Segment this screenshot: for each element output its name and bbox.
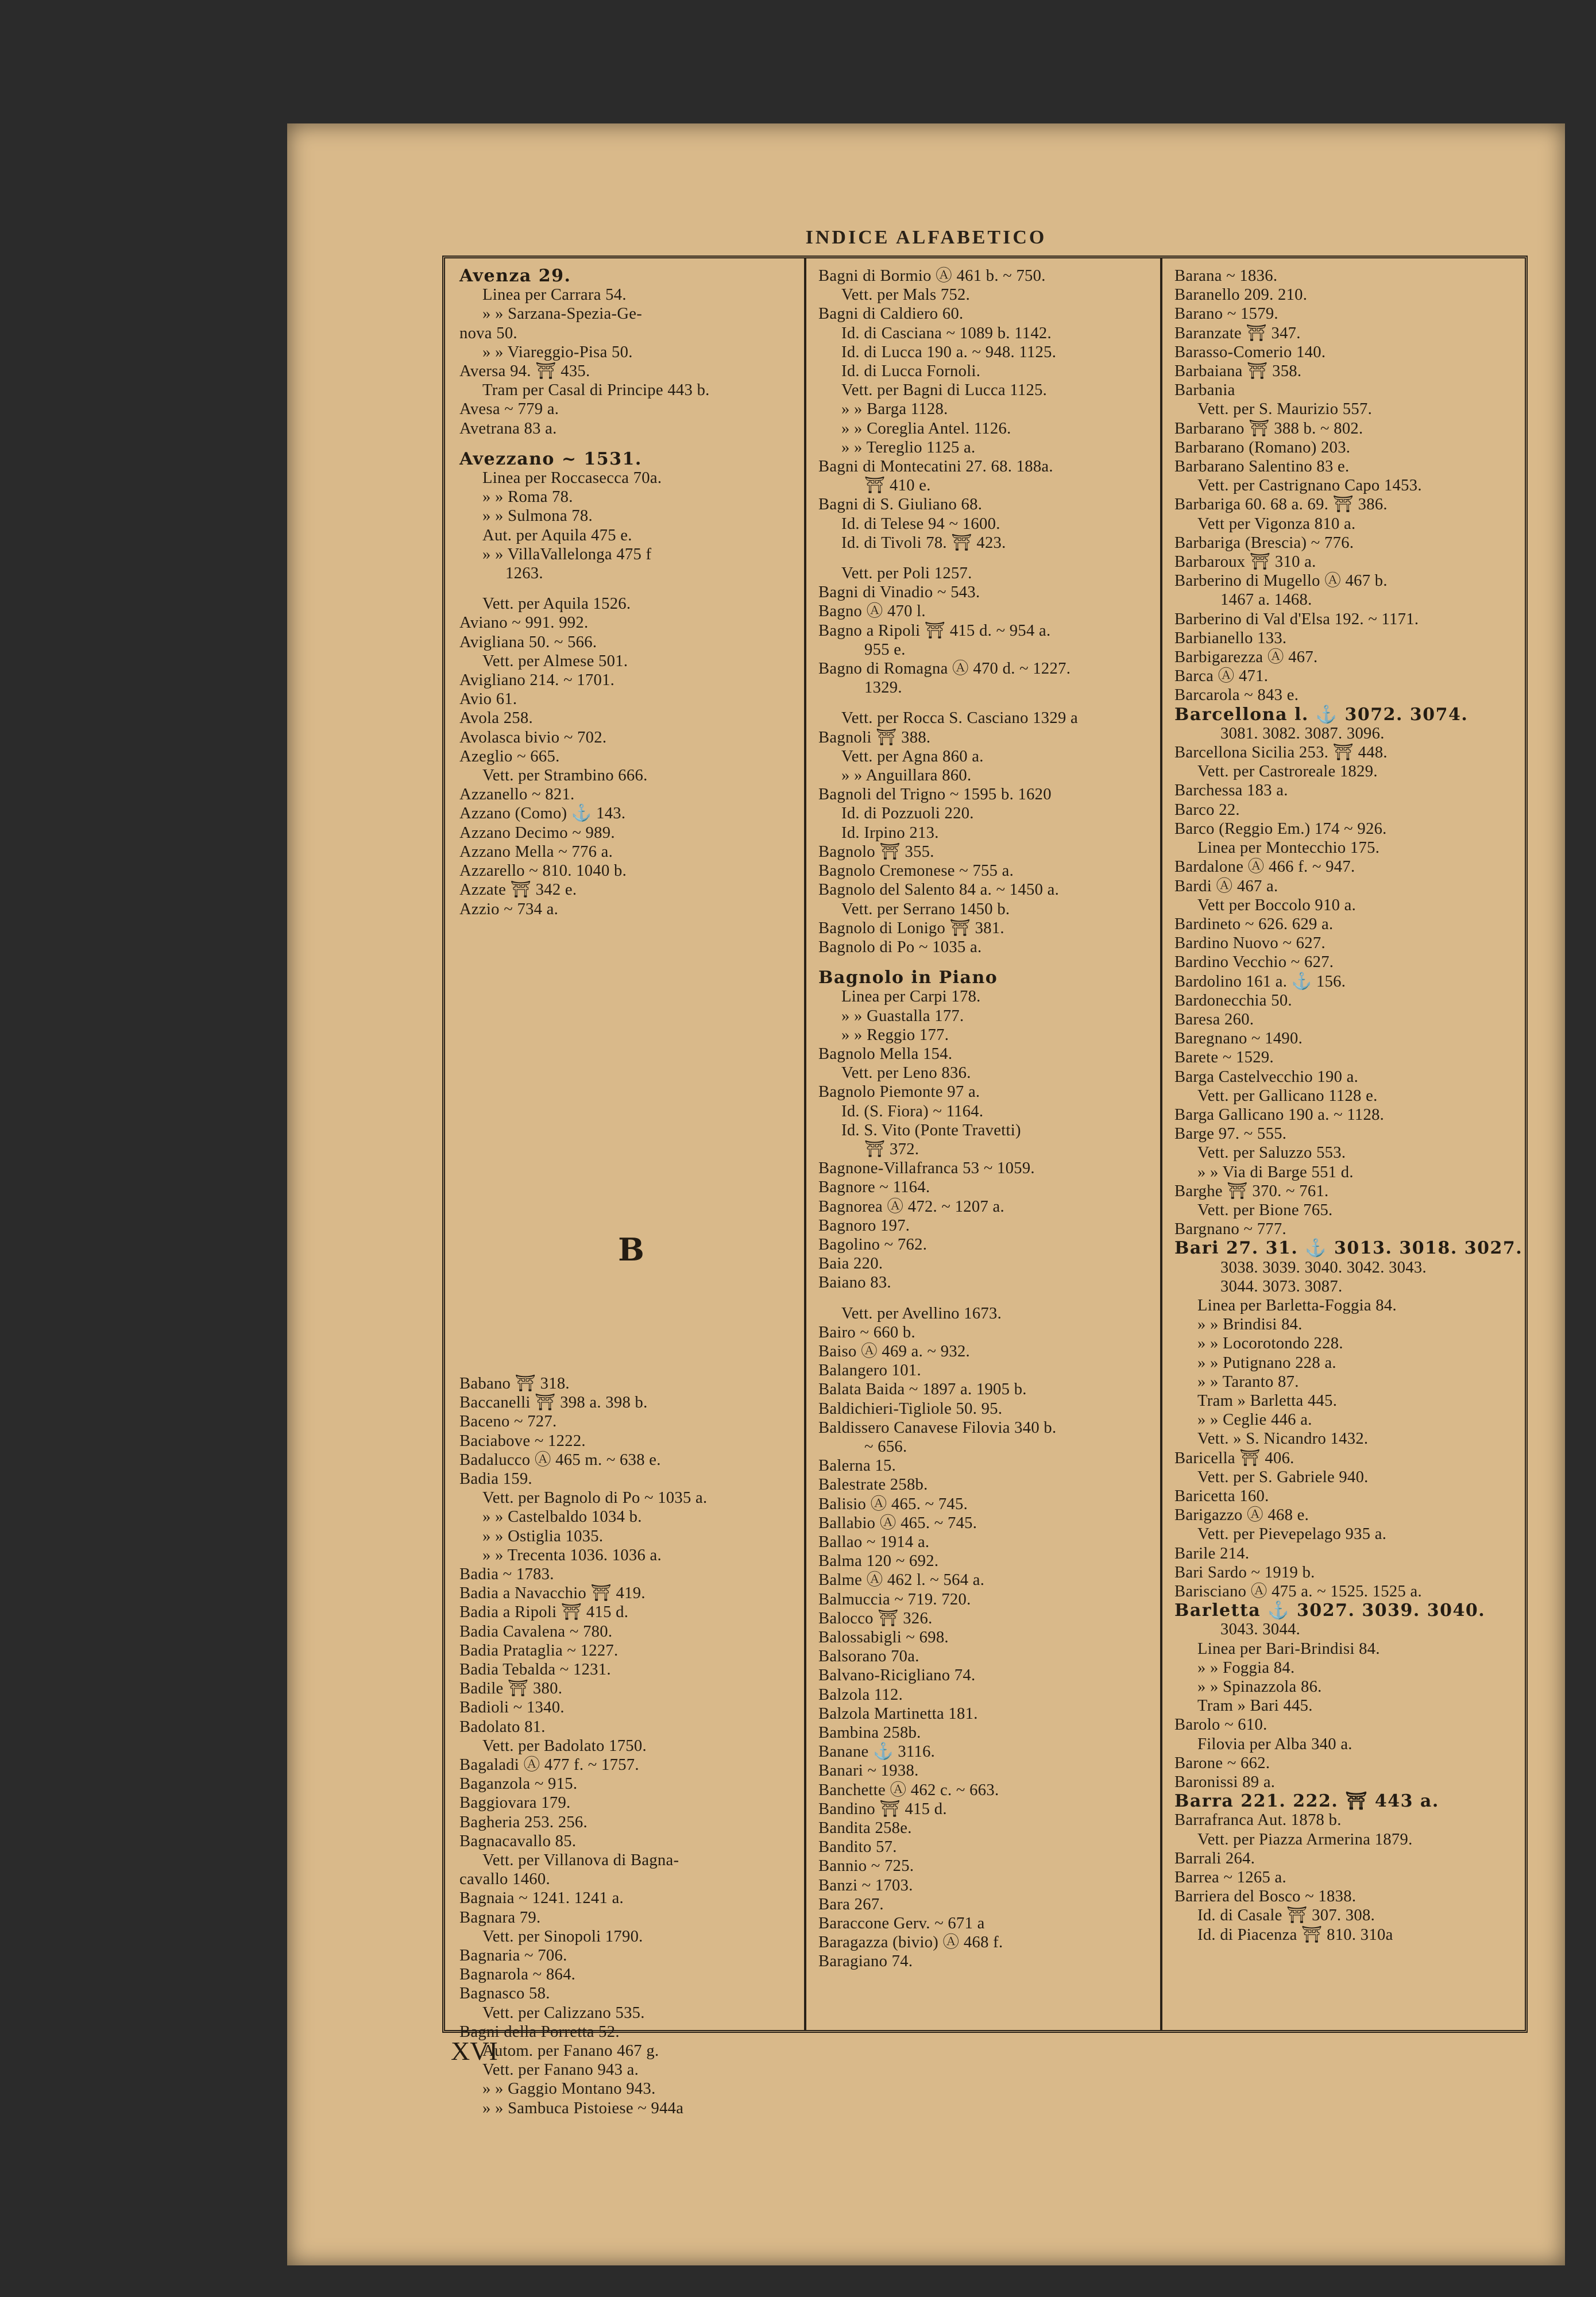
index-entry: Barete ~ 1529. (1174, 1049, 1274, 1067)
index-entry: Id. di Tivoli 78. ⛩ 423. (841, 533, 1006, 552)
index-entry: 3081. 3082. 3087. 3096. (1220, 724, 1385, 743)
index-entry: Bardi Ⓐ 467 a. (1174, 877, 1278, 895)
index-entry: Barga Gallicano 190 a. ~ 1128. (1174, 1105, 1385, 1124)
index-entry: Vett. per Sinopoli 1790. (482, 1927, 643, 1946)
index-entry: Barca Ⓐ 471. (1174, 667, 1269, 686)
index-entry: Vett. per Bagni di Lucca 1125. (841, 381, 1048, 400)
index-entry: Balma 120 ~ 692. (818, 1552, 939, 1571)
index-entry: Baccanelli ⛩ 398 a. 398 b. (459, 1394, 648, 1412)
index-entry: Vett. per Leno 836. (841, 1064, 971, 1082)
index-entry: Id. di Piacenza ⛩ 810. 310a (1197, 1925, 1393, 1944)
index-entry: Bandito 57. (818, 1838, 897, 1857)
index-entry: 3043. 3044. (1220, 1621, 1301, 1639)
index-entry: Bagnolo Cremonese ~ 755 a. (818, 862, 1014, 880)
index-entry: Barrafranca Aut. 1878 b. (1174, 1811, 1342, 1830)
index-entry: Bargnano ~ 777. (1174, 1220, 1286, 1239)
index-entry: Avigliana 50. ~ 566. (459, 633, 597, 651)
index-entry: Bardineto ~ 626. 629 a. (1174, 915, 1334, 933)
index-entry: » » Sambuca Pistoiese ~ 944a (482, 2099, 684, 2117)
index-entry: Baronissi 89 a. (1174, 1773, 1276, 1792)
index-entry: Balata Baida ~ 1897 a. 1905 b. (818, 1380, 1027, 1399)
index-entry: Id. di Telese 94 ~ 1600. (841, 515, 1000, 533)
index-entry: Baiso Ⓐ 469 a. ~ 932. (818, 1342, 971, 1360)
index-entry: Bagnaia ~ 1241. 1241 a. (459, 1889, 624, 1908)
index-entry: Badia Cavalena ~ 780. (459, 1622, 613, 1641)
column-divider (804, 258, 806, 2030)
index-entry: Vett. per Badolato 1750. (482, 1737, 647, 1755)
index-entry: Baldissero Canavese Filovia 340 b. (818, 1418, 1057, 1437)
index-entry: Baragazza (bivio) Ⓐ 468 f. (818, 1933, 1003, 1952)
index-entry: Bagaladi Ⓐ 477 f. ~ 1757. (459, 1755, 639, 1774)
index-entry: » » Foggia 84. (1197, 1658, 1295, 1677)
index-entry: Barone ~ 662. (1174, 1754, 1270, 1772)
index-entry: Barcellona Sicilia 253. ⛩ 448. (1174, 744, 1388, 762)
index-entry: Vett per Boccolo 910 a. (1197, 896, 1357, 914)
index-entry: Bagni di Montecatini 27. 68. 188a. (818, 458, 1053, 476)
index-entry: Tram per Casal di Principe 443 b. (482, 381, 710, 400)
index-entry: Bandino ⛩ 415 d. (818, 1800, 947, 1818)
index-entry: Bagnacavallo 85. (459, 1832, 577, 1850)
index-entry: Barigazzo Ⓐ 468 e. (1174, 1506, 1309, 1525)
index-entry: Barile 214. (1174, 1544, 1250, 1563)
index-entry: Linea per Montecchio 175. (1197, 839, 1380, 857)
index-entry: Barisciano Ⓐ 475 a. ~ 1525. 1525 a. (1174, 1583, 1422, 1601)
page-title: INDICE ALFABETICO (805, 227, 1047, 248)
index-entry: Azzano Mella ~ 776 a. (459, 842, 613, 861)
index-entry: Bagnoro 197. (818, 1216, 910, 1235)
index-entry: Baricetta 160. (1174, 1487, 1269, 1505)
index-entry: Vett. per Strambino 666. (482, 767, 648, 785)
index-entry: Vett. per Saluzzo 553. (1197, 1144, 1346, 1162)
index-entry: Vett. per Serrano 1450 b. (841, 900, 1010, 918)
index-entry: Badia 159. (459, 1470, 532, 1488)
index-entry: Banzi ~ 1703. (818, 1876, 913, 1894)
index-entry: Vett. per Calizzano 535. (482, 2004, 645, 2022)
index-entry: » » Trecenta 1036. 1036 a. (482, 1546, 662, 1564)
index-entry: Bagnoli del Trigno ~ 1595 b. 1620 (818, 786, 1052, 804)
index-entry: » » Via di Barge 551 d. (1197, 1163, 1354, 1181)
index-entry: Azzarello ~ 810. 1040 b. (459, 862, 627, 880)
index-entry: 3044. 3073. 3087. (1220, 1277, 1343, 1296)
index-entry: 955 e. (864, 640, 906, 659)
index-entry: » » Coreglia Antel. 1126. (841, 419, 1011, 438)
index-entry: Bagnolo ⛩ 355. (818, 842, 934, 861)
index-entry: 1329. (864, 679, 902, 697)
index-entry: Balerna 15. (818, 1457, 896, 1475)
index-entry: Baganzola ~ 915. (459, 1775, 578, 1793)
index-entry: Bagnorea Ⓐ 472. ~ 1207 a. (818, 1197, 1004, 1216)
index-entry: Bandita 258e. (818, 1819, 912, 1838)
section-letter: B (618, 1231, 646, 1268)
index-entry: Balocco ⛩ 326. (818, 1609, 933, 1627)
index-entry: Vett. per Villanova di Bagna- (482, 1851, 679, 1869)
index-entry: » » Guastalla 177. (841, 1007, 964, 1025)
index-entry: Badia Tebalda ~ 1231. (459, 1660, 611, 1679)
index-entry: » » Ostiglia 1035. (482, 1527, 604, 1545)
index-entry: Bagni della Porretta 52. (459, 2023, 620, 2041)
index-entry: Barge 97. ~ 555. (1174, 1125, 1287, 1143)
index-entry: Ballao ~ 1914 a. (818, 1533, 930, 1551)
index-entry: Bari Sardo ~ 1919 b. (1174, 1563, 1315, 1581)
index-entry: Id. Irpino 213. (841, 823, 939, 842)
index-entry: Baceno ~ 727. (459, 1413, 557, 1431)
index-entry: Balme Ⓐ 462 l. ~ 564 a. (818, 1571, 985, 1590)
index-entry: Avigliano 214. ~ 1701. (459, 671, 615, 690)
index-entry: Barberino di Mugello Ⓐ 467 b. (1174, 572, 1388, 590)
index-entry: Baia 220. (818, 1255, 883, 1273)
index-entry: Vett. per Pievepelago 935 a. (1197, 1525, 1387, 1544)
index-entry: Vett. per Bione 765. (1197, 1201, 1333, 1219)
index-entry: » » Tereglio 1125 a. (841, 438, 976, 457)
index-entry: Barano ~ 1579. (1174, 305, 1278, 323)
index-entry: Ballabio Ⓐ 465. ~ 745. (818, 1514, 977, 1532)
index-entry: Id. (S. Fiora) ~ 1164. (841, 1102, 984, 1120)
index-entry: Aversa 94. ⛩ 435. (459, 362, 590, 381)
index-entries-a (459, 266, 804, 919)
index-entry: Barrea ~ 1265 a. (1174, 1869, 1286, 1887)
index-entry: Vett. per Agna 860 a. (841, 747, 984, 765)
index-entry: Barbania (1174, 381, 1235, 400)
index-entry: Baragiano 74. (818, 1952, 913, 1971)
index-entry: Bagheria 253. 256. (459, 1813, 588, 1831)
index-entry: » » Spinazzola 86. (1197, 1678, 1322, 1696)
index-entry: Bagnolo di Po ~ 1035 a. (818, 938, 982, 956)
index-entry: 1263. (505, 564, 543, 583)
index-entry: Bagnara 79. (459, 1908, 541, 1927)
index-entry: Vett. per S. Gabriele 940. (1197, 1468, 1369, 1486)
index-entry: Bardino Vecchio ~ 627. (1174, 953, 1334, 972)
index-entry: Badia a Navacchio ⛩ 419. (459, 1584, 646, 1603)
index-entry: Bannio ~ 725. (818, 1857, 914, 1876)
index-entry: Barbaiana ⛩ 358. (1174, 362, 1302, 381)
index-entry: Vett. per Almese 501. (482, 652, 628, 670)
index-entry: Balisio Ⓐ 465. ~ 745. (818, 1495, 968, 1513)
index-entry: Barchessa 183 a. (1174, 782, 1288, 800)
index-entry: Barolo ~ 610. (1174, 1716, 1267, 1734)
index-entry: Badolato 81. (459, 1718, 546, 1736)
index-entry: Barana ~ 1836. (1174, 267, 1278, 285)
index-entry: Barriera del Bosco ~ 1838. (1174, 1888, 1357, 1906)
index-entry: Barcellona l. ⚓ 3072. 3074. (1174, 704, 1469, 725)
index-entry: Balmuccia ~ 719. 720. (818, 1590, 971, 1608)
index-entry: Vett. per S. Maurizio 557. (1197, 400, 1373, 419)
index-entry: Banane ⚓ 3116. (818, 1743, 936, 1761)
index-entry: Badia a Ripoli ⛩ 415 d. (459, 1603, 629, 1622)
index-entry: Balsorano 70a. (818, 1648, 919, 1666)
index-entry: Autom. per Fanano 467 g. (482, 2042, 659, 2060)
index-entry: Barbigarezza Ⓐ 467. (1174, 648, 1318, 667)
index-entry: Azzano (Como) ⚓ 143. (459, 805, 626, 823)
index-entry: Id. S. Vito (Ponte Travetti) (841, 1121, 1021, 1139)
index-entry: Baraccone Gerv. ~ 671 a (818, 1915, 985, 1933)
index-entry: Avetrana 83 a. (459, 419, 557, 438)
index-entry: Vett. » S. Nicandro 1432. (1197, 1430, 1369, 1448)
index-entry: Azzio ~ 734 a. (459, 900, 559, 918)
index-entry: Badia Prataglia ~ 1227. (459, 1641, 619, 1660)
index-entry: Barga Castelvecchio 190 a. (1174, 1068, 1359, 1086)
index-entry: Vett. per Avellino 1673. (841, 1304, 1002, 1322)
index-entry: Bagnolo di Lonigo ⛩ 381. (818, 919, 1004, 937)
index-entry: Vett. per Piazza Armerina 1879. (1197, 1830, 1413, 1849)
index-entry: » » Castelbaldo 1034 b. (482, 1508, 642, 1526)
index-entry: Baranello 209. 210. (1174, 286, 1308, 304)
book-page (287, 123, 1565, 2265)
index-entry: » » Brindisi 84. (1197, 1316, 1303, 1334)
index-entry: Bagnoli ⛩ 388. (818, 728, 931, 747)
index-entry: Barra 221. 222. ⛩ 443 a. (1174, 1791, 1439, 1812)
index-entry: Badia ~ 1783. (459, 1565, 554, 1583)
index-entry: Aviano ~ 991. 992. (459, 614, 589, 632)
index-entry: Banari ~ 1938. (818, 1762, 919, 1780)
index-entry: Bardalone Ⓐ 466 f. ~ 947. (1174, 858, 1355, 876)
index-entry: Baiano 83. (818, 1274, 891, 1292)
index-entry: Vett. per Aquila 1526. (482, 595, 631, 613)
index-entry: » » VillaVallelonga 475 f (482, 545, 652, 563)
index-entry: Baranzate ⛩ 347. (1174, 324, 1301, 342)
index-entry: ~ 656. (864, 1437, 907, 1456)
page-number: XVI (451, 2036, 498, 2066)
index-entry: 3038. 3039. 3040. 3042. 3043. (1220, 1258, 1427, 1277)
index-entry: Vett. per Fanano 943 a. (482, 2061, 639, 2079)
index-entry: Avesa ~ 779 a. (459, 400, 559, 419)
index-entry: Bagnone-Villafranca 53 ~ 1059. (818, 1159, 1035, 1178)
index-entry: Barrali 264. (1174, 1849, 1255, 1867)
index-entry: Banchette Ⓐ 462 c. ~ 663. (818, 1781, 999, 1799)
index-entry: Balzola Martinetta 181. (818, 1704, 978, 1723)
index-entry: Id. di Lucca 190 a. ~ 948. 1125. (841, 343, 1057, 361)
index-entry: Bagnolo del Salento 84 a. ~ 1450 a. (818, 881, 1060, 899)
index-entry: » » Sarzana-Spezia-Ge- (482, 305, 643, 323)
index-entry: Baregnano ~ 1490. (1174, 1030, 1303, 1048)
index-entry: Badioli ~ 1340. (459, 1699, 565, 1717)
index-entry: Bardolino 161 a. ⚓ 156. (1174, 972, 1346, 991)
index-entry: Avola 258. (459, 709, 533, 728)
index-entry: Balangero 101. (818, 1362, 921, 1380)
index-entry: Baciabove ~ 1222. (459, 1432, 586, 1450)
index-entry: » » Ceglie 446 a. (1197, 1411, 1312, 1429)
index-column-2 (818, 266, 1163, 2022)
index-entry: Id. di Casciana ~ 1089 b. 1142. (841, 324, 1052, 342)
index-entry: Azzano Decimo ~ 989. (459, 823, 615, 842)
index-entry: Bagni di Vinadio ~ 543. (818, 583, 980, 602)
index-entry: Bagni di Bormio Ⓐ 461 b. ~ 750. (818, 267, 1046, 285)
index-entry: Barbariga 60. 68 a. 69. ⛩ 386. (1174, 496, 1388, 514)
index-entry: Baricella ⛩ 406. (1174, 1449, 1294, 1467)
index-entry: Vett. per Bagnolo di Po ~ 1035 a. (482, 1489, 708, 1507)
index-entry: » » Sulmona 78. (482, 507, 593, 525)
index-entry: Bari 27. 31. ⚓ 3013. 3018. 3027. (1174, 1238, 1523, 1259)
index-entry: Bagnore ~ 1164. (818, 1178, 930, 1197)
index-entry: Barcarola ~ 843 e. (1174, 686, 1299, 705)
index-entry: 1467 a. 1468. (1220, 591, 1312, 609)
index-entry: » » Locorotondo 228. (1197, 1335, 1343, 1353)
index-entry: Vett. per Poli 1257. (841, 564, 972, 583)
index-entry: Barbaroux ⛩ 310 a. (1174, 553, 1316, 571)
index-entry: ⛩ 410 e. (864, 477, 931, 495)
index-entry: Barbarano Salentino 83 e. (1174, 458, 1350, 476)
index-entry: Bagno Ⓐ 470 l. (818, 602, 926, 621)
index-entry: Barco (Reggio Em.) 174 ~ 926. (1174, 819, 1387, 838)
index-entry: Vett. per Mals 752. (841, 286, 971, 304)
index-entry: » » Gaggio Montano 943. (482, 2080, 656, 2098)
index-entry: Id. di Pozzuoli 220. (841, 805, 974, 823)
index-entry: Azzanello ~ 821. (459, 786, 575, 804)
index-entry: Barbarano (Romano) 203. (1174, 438, 1351, 457)
index-entry: Barletta ⚓ 3027. 3039. 3040. (1174, 1600, 1486, 1621)
index-entry: » » Putignano 228 a. (1197, 1354, 1336, 1372)
index-entry: Balvano-Ricigliano 74. (818, 1666, 976, 1685)
index-entry: Avenza 29. (459, 266, 571, 286)
index-entries-b (459, 1374, 804, 2118)
index-entry: » » Roma 78. (482, 488, 573, 506)
index-entry: Bairo ~ 660 b. (818, 1323, 915, 1341)
index-entry: Bagni di S. Giuliano 68. (818, 496, 983, 514)
index-entry: Baresa 260. (1174, 1010, 1254, 1028)
index-entry: » » Barga 1128. (841, 400, 948, 419)
index-entry: » » Anguillara 860. (841, 767, 972, 785)
index-entry: Bagno a Ripoli ⛩ 415 d. ~ 954 a. (818, 621, 1051, 640)
index-entry: Avio 61. (459, 690, 517, 709)
index-entry: Bagnaria ~ 706. (459, 1947, 567, 1965)
index-entry: Bagnolo in Piano (818, 968, 998, 988)
index-entry: Barghe ⛩ 370. ~ 761. (1174, 1182, 1329, 1200)
index-entry: Balestrate 258b. (818, 1476, 928, 1494)
index-entry: Bagolino ~ 762. (818, 1235, 928, 1254)
index-entry: Badalucco Ⓐ 465 m. ~ 638 e. (459, 1451, 661, 1469)
index-entry: Barasso-Comerio 140. (1174, 343, 1326, 361)
index-entry: ⛩ 372. (864, 1140, 919, 1158)
index-entry: Avolasca bivio ~ 702. (459, 728, 607, 747)
index-entry: Balzola 112. (818, 1685, 903, 1704)
index-entry: Bardino Nuovo ~ 627. (1174, 934, 1326, 953)
index-entry: cavallo 1460. (459, 1870, 550, 1889)
index-entry: Barbianello 133. (1174, 629, 1287, 647)
index-entry: Bambina 258b. (818, 1724, 921, 1742)
index-entry: Barbarano ⛩ 388 b. ~ 802. (1174, 419, 1363, 438)
index-entry: Bardonecchia 50. (1174, 991, 1292, 1010)
index-entry: Azzate ⛩ 342 e. (459, 881, 577, 899)
index-entry: » » Reggio 177. (841, 1026, 949, 1044)
index-entry: » » Taranto 87. (1197, 1372, 1299, 1391)
index-entry: Linea per Barletta-Foggia 84. (1197, 1296, 1397, 1314)
index-entry: Balossabigli ~ 698. (818, 1629, 949, 1647)
index-entry: Barbariga (Brescia) ~ 776. (1174, 533, 1354, 552)
index-entry: Vett. per Rocca S. Casciano 1329 a (841, 709, 1078, 728)
index-entry: Bagnarola ~ 864. (459, 1966, 576, 1984)
index-entry: Vett. per Castroreale 1829. (1197, 763, 1378, 781)
index-entry: Id. di Casale ⛩ 307. 308. (1197, 1907, 1375, 1925)
index-entry: Bagno di Romagna Ⓐ 470 d. ~ 1227. (818, 660, 1071, 678)
index-entry: Bagnasco 58. (459, 1985, 550, 2003)
index-entry: nova 50. (459, 324, 517, 342)
index-column-3 (1174, 266, 1523, 2022)
index-entry: Vett per Vigonza 810 a. (1197, 515, 1356, 533)
index-entry: Bara 267. (818, 1895, 884, 1913)
index-entry: » » Viareggio-Pisa 50. (482, 343, 633, 361)
index-entry: Avezzano ~ 1531. (459, 448, 642, 469)
index-entry: Linea per Carpi 178. (841, 988, 981, 1006)
index-entry: Bagnolo Mella 154. (818, 1045, 953, 1063)
index-entry: Filovia per Alba 340 a. (1197, 1735, 1352, 1753)
index-entry: Baldichieri-Tigliole 50. 95. (818, 1399, 1003, 1418)
index-entry: Badile ⛩ 380. (459, 1680, 563, 1698)
index-entry: Bagnolo Piemonte 97 a. (818, 1083, 980, 1101)
index-entry: Id. di Lucca Fornoli. (841, 362, 981, 381)
index-entry: Bagni di Caldiero 60. (818, 305, 964, 323)
index-entry: Baggiovara 179. (459, 1794, 571, 1812)
index-entry: Vett. per Gallicano 1128 e. (1197, 1086, 1378, 1105)
index-entry: Linea per Bari-Brindisi 84. (1197, 1639, 1380, 1658)
index-entry: Tram » Barletta 445. (1197, 1391, 1338, 1410)
index-entry: Tram » Bari 445. (1197, 1697, 1313, 1715)
index-entry: Barberino di Val d'Elsa 192. ~ 1171. (1174, 610, 1419, 628)
index-entry: Linea per Roccasecca 70a. (482, 469, 662, 488)
index-entry: Azeglio ~ 665. (459, 747, 560, 765)
index-entry: Babano ⛩ 318. (459, 1374, 570, 1393)
index-entry: Barco 22. (1174, 801, 1240, 819)
index-entry: Aut. per Aquila 475 e. (482, 526, 632, 544)
index-entry: Vett. per Castrignano Capo 1453. (1197, 477, 1422, 495)
index-entry: Linea per Carrara 54. (482, 286, 627, 304)
